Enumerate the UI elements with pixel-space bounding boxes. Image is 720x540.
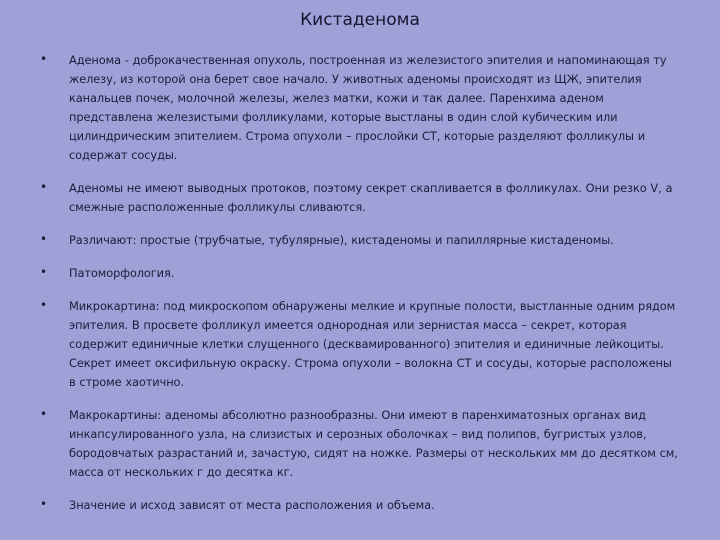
bullet-text: Макрокартины: аденомы абсолютно разнообразны. Они имеют в паренхиматозных органах вид инкапсулированного узла, на слизистых и серозных оболочках – вид полипов, бугристых узлов, бородовчатых разрастаний и, зачастую, сидят на ножке. Размеры от нескольких мм до десятком см, масса от нескольких г до десятка кг.: [69, 408, 678, 479]
bullet-item: [40, 496, 680, 515]
bullet-item: [40, 264, 680, 283]
bullet-marker: •: [40, 180, 47, 194]
slide-title: Кистаденома: [300, 10, 420, 30]
bullet-text: Аденомы не имеют выводных протоков, поэтому секрет скапливается в фолликулах. Они резко V, а смежные расположенные фолликулы сливаются.: [69, 181, 673, 214]
bullet-text: Микрокартина: под микроскопом обнаружены мелкие и крупные полости, выстланные одним рядом эпителия. В просвете фолликул имеется однородная или зернистая масса – секрет, которая содержит единичные клетки слущенного (десквамированного) эпителия и единичные лейкоциты. Секрет имеет оксифильную окраску. Строма опухоли – волокна СТ и сосуды, которые расположены в строме хаотично.: [69, 299, 676, 389]
bullet-marker: •: [40, 52, 47, 66]
bullet-text: Аденома - доброкачественная опухоль, построенная из железистого эпителия и напоминающая ту железу, из которой она берет свое начало. У животных аденомы происходят из ЩЖ, эпителия канальцев почек, молочной железы, желез матки, кожи и так далее. Паренхима аденом представлена железистыми фолликулами, которые выстланы в один слой кубическим или цилиндрическим эпителием. Строма опухоли – прослойки СТ, которые разделяют фолликулы и содержат сосуды.: [69, 53, 667, 162]
bullet-item: [40, 231, 680, 250]
bullet-marker: •: [40, 232, 47, 246]
bullet-text: Значение и исход зависят от места расположения и объема.: [69, 498, 435, 512]
bullet-item: [40, 179, 680, 217]
bullet-marker: •: [40, 497, 47, 511]
bullet-marker: •: [40, 265, 47, 279]
bullet-marker: •: [40, 298, 47, 312]
bullet-text: Различают: простые (трубчатые, тубулярные), кистаденомы и папиллярные кистаденомы.: [69, 233, 614, 247]
bullet-item: [40, 51, 680, 165]
bullet-text: Патоморфология.: [69, 266, 175, 280]
bullet-marker: •: [40, 407, 47, 421]
bullet-item: [40, 406, 680, 482]
bullet-list: [40, 51, 680, 515]
bullet-item: [40, 297, 680, 392]
